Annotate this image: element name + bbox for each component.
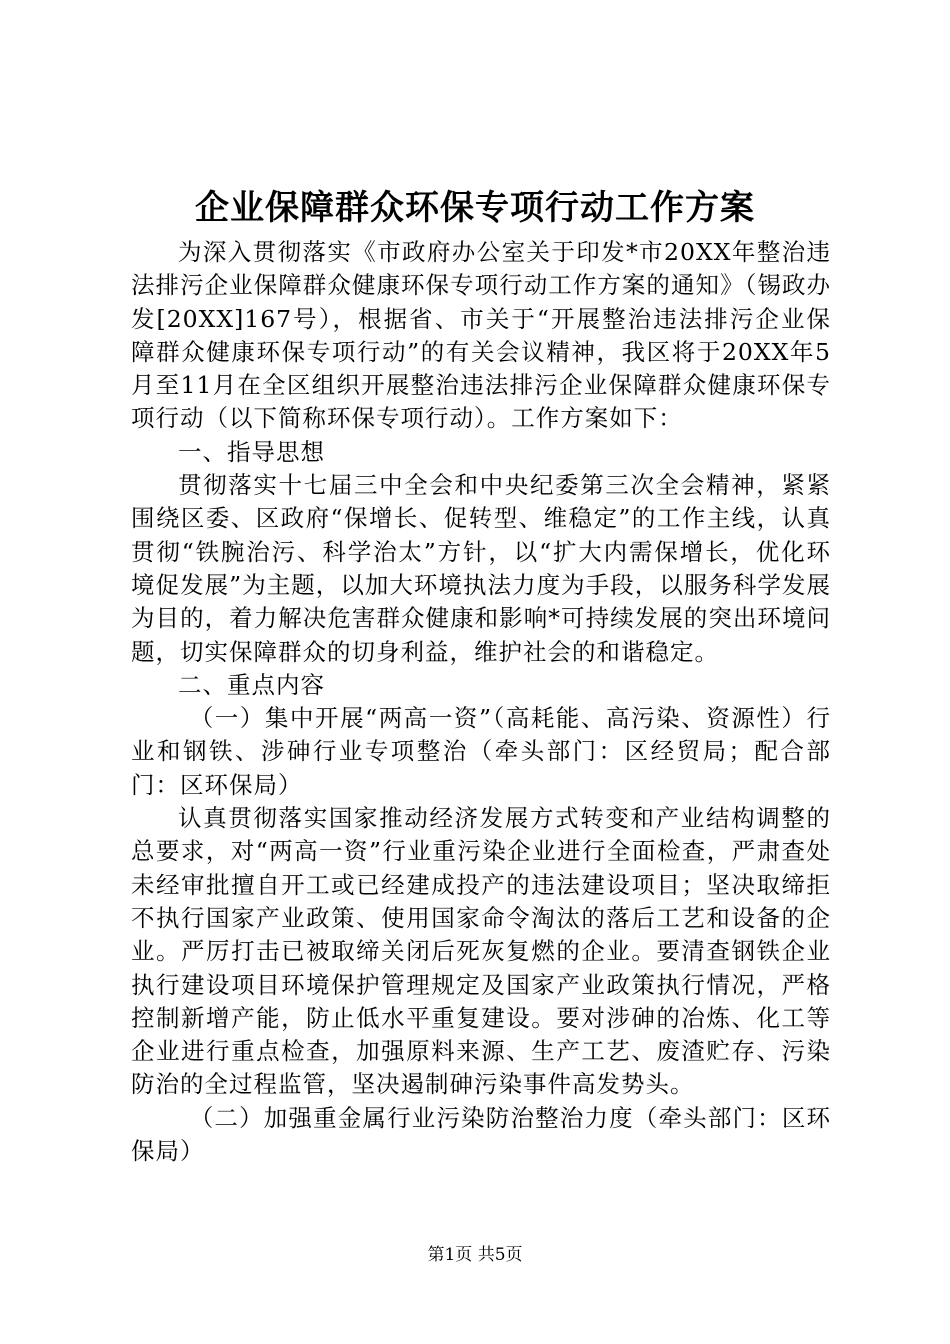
subsection-1-paragraph: 认真贯彻落实国家推动经济发展方式转变和产业结构调整的总要求，对“两高一资”行业重污染企业进行全面检查，严肃查处未经审批擅自开工或已经建成投产的违法建设项目；坚决取缔拒不执行国家产业政策、使用国家命令淘汰的落后工艺和设备的企业。严厉打击已被取缔关闭后死灰复燃的企业。要清查钢铁企业执行建设项目环境保护管理规定及国家产业政策执行情况，严格控制新增产能，防止低水平重复建设。要对涉砷的冶炼、化工等企业进行重点检查，加强原料来源、生产工艺、废渣贮存、污染防治的全过程监管，坚决遏制砷污染事件高发势头。 [131, 804, 831, 1099]
document-title: 企业保障群众环保专项行动工作方案 [195, 188, 755, 228]
guiding-thought-paragraph: 贯彻落实十七届三中全会和中央纪委第三次全会精神，紧紧围绕区委、区政府“保增长、促转型、维稳定”的工作主线，认真贯彻“铁腕治污、科学治太”方针，以“扩大内需保增长，优化环境促发展”为主题，以加大环境执法力度为手段，以服务科学发展为目的，着力解决危害群众健康和影响*可持续发展的突出环境问题，切实保障群众的切身利益，维护社会的和谐稳定。 [131, 471, 831, 666]
page-number-footer: 第1页 共5页 [427, 1245, 523, 1265]
subsection-heading-1: （一）集中开展“两高一资”（高耗能、高污染、资源性）行业和钢铁、涉砷行业专项整治（牵头部门：区经贸局；配合部门：区环保局） [131, 704, 831, 799]
intro-paragraph: 为深入贯彻落实《市政府办公室关于印发*市20XX年整治违法排污企业保障群众健康环保专项行动工作方案的通知》（锡政办发[20XX]167号），根据省、市关于“开展整治违法排污企业保障群众健康环保专项行动”的有关会议精神，我区将于20XX年5月至11月在全区组织开展整治违法排污企业保障群众健康环保专项行动（以下简称环保专项行动）。工作方案如下： [131, 238, 831, 433]
subsection-heading-2: （二）加强重金属行业污染防治整治力度（牵头部门：区环保局） [131, 1103, 831, 1166]
section-heading-guiding-thought: 一、指导思想 [178, 437, 325, 466]
document-body [131, 236, 831, 1168]
section-heading-key-content: 二、重点内容 [178, 670, 325, 699]
